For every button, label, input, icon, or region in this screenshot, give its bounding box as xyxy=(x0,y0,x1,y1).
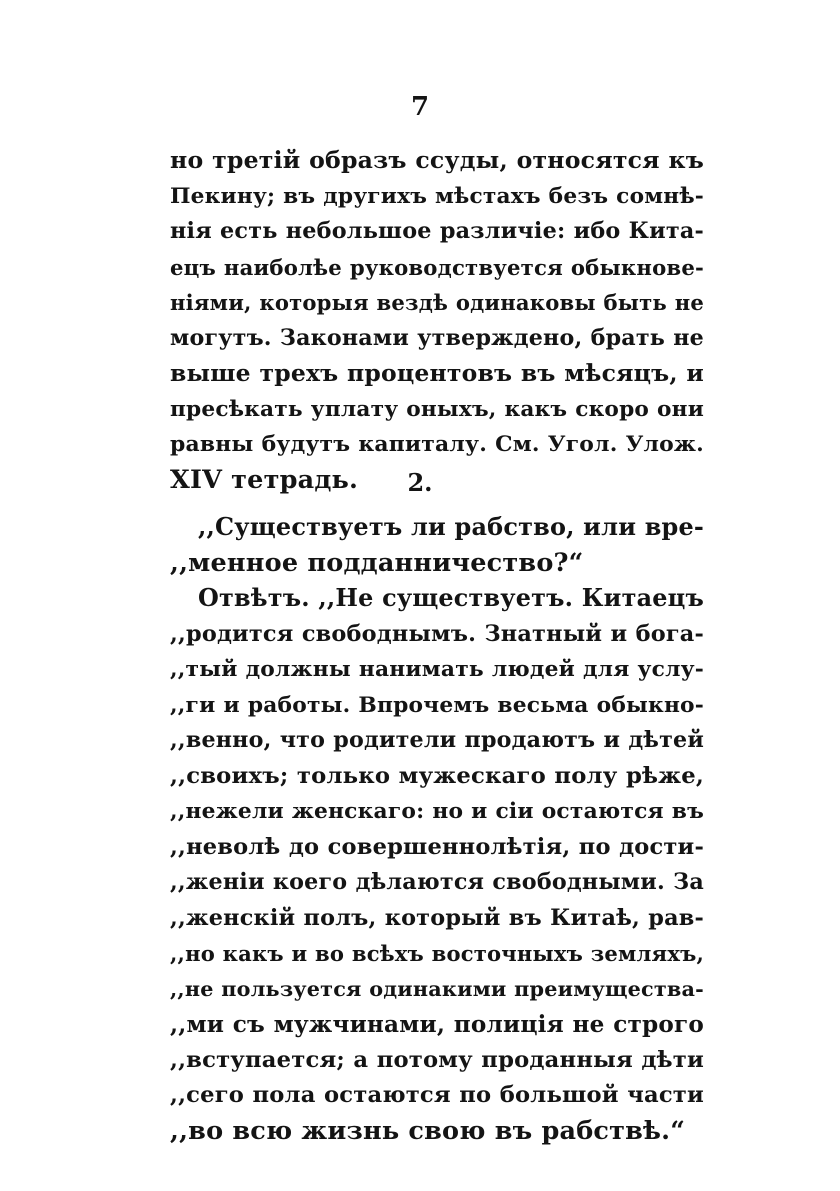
text-line: ,,неволѣ до совершеннолѣтія, по дости- xyxy=(170,833,704,860)
paragraph-2 xyxy=(170,510,704,1149)
text-line: выше трехъ процентовъ въ мѣсяцъ, и xyxy=(170,359,704,387)
text-line: ,,но какъ и во всѣхъ восточныхъ земляхъ, xyxy=(170,941,704,966)
text-line: ,,не пользуется одинакими преимущества- xyxy=(170,976,704,1001)
paragraph-1 xyxy=(170,143,704,498)
text-line: нія есть небольшое различіе: ибо Китa- xyxy=(170,218,704,244)
text-line: ,,сего пола остаются по большой части xyxy=(170,1082,704,1108)
text-line: Пекину; въ другихъ мѣстахъ безъ сомнѣ- xyxy=(170,183,704,209)
text-line: ,,родится свободнымъ. Знатный и бога- xyxy=(170,620,704,647)
text-line: могутъ. Законами утверждено, брать не xyxy=(170,324,704,351)
text-line: ,,нежели женскаго: но и сіи остаются въ xyxy=(170,799,704,824)
text-line: ,,женскій полъ, который въ Китаѣ, рав- xyxy=(170,904,704,931)
text-line: ,,женіи коего дѣлаются свободными. За xyxy=(170,869,704,895)
text-line: ніями, которыя вездѣ одинаковы быть не xyxy=(170,290,704,315)
text-line: ,,венно, что родители продаютъ и дѣтей xyxy=(170,727,704,753)
text-line: ецъ наиболѣе руководствуется обыкнове- xyxy=(170,254,704,280)
text-line: равны будутъ капиталу. См. Угол. Улож. xyxy=(170,431,704,457)
text-line: ,,своихъ; только мужескаго полу рѣже, xyxy=(170,762,704,789)
text-line: Отвѣтъ. ,,Не существуетъ. Китаецъ xyxy=(198,584,704,612)
text-line: ,,ми съ мужчинами, полиція не строго xyxy=(170,1011,704,1038)
text-line: ,,менное подданничество?“ xyxy=(170,547,584,578)
text-line: ,,Существуетъ ли рабство, или вре- xyxy=(198,513,704,541)
text-line: ,,тый должны нанимать людей для услу- xyxy=(170,657,704,682)
text-line: но третій образъ ссуды, относятся къ xyxy=(170,146,704,174)
text-line: ,,вступается; а потому проданныя дѣти xyxy=(170,1046,704,1073)
section-number: 2. xyxy=(407,468,433,497)
text-line: пресѣкать уплату оныхъ, какъ скоро они xyxy=(170,396,704,422)
text-line: ,,ги и работы. Впрочемъ весьма обыкно- xyxy=(170,692,704,718)
text-line: ,,во всю жизнь свою въ рабствѣ.“ xyxy=(170,1115,686,1146)
page-number: 7 xyxy=(410,92,430,122)
text-line: XIV тетрадь. xyxy=(170,464,359,495)
